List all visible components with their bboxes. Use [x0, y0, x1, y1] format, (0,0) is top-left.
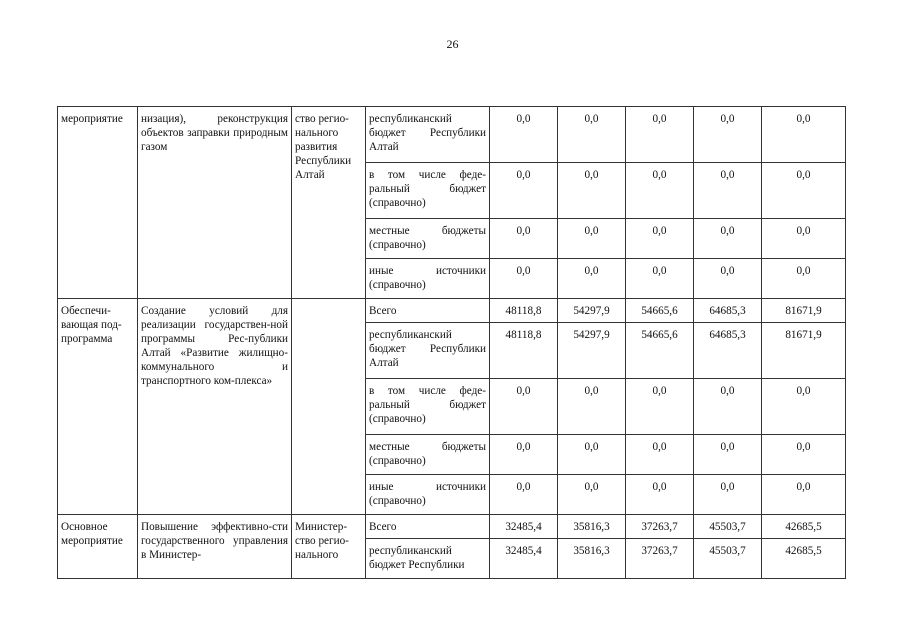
responsible-executor-cell: ство регио-нального развития Республики Алтай	[292, 107, 366, 299]
funding-source-cell: иные источники (справочно)	[366, 259, 490, 299]
funding-value-cell: 0,0	[626, 259, 694, 299]
funding-value-cell: 0,0	[490, 475, 558, 515]
funding-value-cell: 0,0	[558, 475, 626, 515]
funding-value-cell: 0,0	[626, 435, 694, 475]
funding-source-cell: Всего	[366, 299, 490, 323]
funding-value-cell: 32485,4	[490, 539, 558, 579]
table-row	[58, 299, 846, 323]
funding-value-cell: 0,0	[558, 379, 626, 435]
funding-value-cell: 48118,8	[490, 323, 558, 379]
responsible-executor-cell: Министер-ство регио-нального	[292, 515, 366, 579]
funding-value-cell: 42685,5	[762, 539, 846, 579]
funding-value-cell: 81671,9	[762, 299, 846, 323]
funding-value-cell: 0,0	[626, 475, 694, 515]
funding-value-cell: 0,0	[490, 163, 558, 219]
page-number: 26	[446, 37, 459, 51]
funding-value-cell: 81671,9	[762, 323, 846, 379]
activity-name-cell: низация), реконструкция объектов заправки природным газом	[138, 107, 292, 299]
activity-name-cell: Повышение эффективно-сти государственного управления в Министер-	[138, 515, 292, 579]
funding-value-cell: 0,0	[762, 163, 846, 219]
funding-source-cell: республиканский бюджет Республики Алтай	[366, 323, 490, 379]
funding-value-cell: 0,0	[762, 475, 846, 515]
funding-source-cell: республиканский бюджет Республики Алтай	[366, 107, 490, 163]
funding-value-cell: 35816,3	[558, 539, 626, 579]
funding-value-cell: 37263,7	[626, 515, 694, 539]
funding-value-cell: 42685,5	[762, 515, 846, 539]
funding-value-cell: 64685,3	[694, 299, 762, 323]
funding-value-cell: 0,0	[626, 219, 694, 259]
funding-value-cell: 32485,4	[490, 515, 558, 539]
funding-value-cell: 0,0	[762, 107, 846, 163]
funding-value-cell: 35816,3	[558, 515, 626, 539]
funding-value-cell: 0,0	[626, 163, 694, 219]
funding-source-cell: Всего	[366, 515, 490, 539]
funding-value-cell: 0,0	[762, 219, 846, 259]
table-row	[58, 515, 846, 539]
funding-value-cell: 64685,3	[694, 323, 762, 379]
activity-type-cell: Основное мероприятие	[58, 515, 138, 579]
funding-value-cell: 0,0	[762, 379, 846, 435]
activity-type-cell: мероприятие	[58, 107, 138, 299]
funding-value-cell: 0,0	[558, 107, 626, 163]
funding-source-cell: иные источники (справочно)	[366, 475, 490, 515]
funding-source-cell: республиканский бюджет Республики	[366, 539, 490, 579]
funding-value-cell: 54297,9	[558, 323, 626, 379]
funding-source-cell: в том числе феде-ральный бюджет (справочно)	[366, 163, 490, 219]
budget-table	[57, 106, 846, 579]
budget-table-body	[58, 107, 846, 579]
funding-source-cell: местные бюджеты (справочно)	[366, 435, 490, 475]
funding-value-cell: 0,0	[490, 435, 558, 475]
funding-value-cell: 0,0	[626, 379, 694, 435]
funding-value-cell: 0,0	[490, 107, 558, 163]
funding-value-cell: 54297,9	[558, 299, 626, 323]
funding-source-cell: местные бюджеты (справочно)	[366, 219, 490, 259]
funding-value-cell: 0,0	[694, 379, 762, 435]
funding-source-cell: в том числе феде-ральный бюджет (справочно)	[366, 379, 490, 435]
funding-value-cell: 54665,6	[626, 299, 694, 323]
funding-value-cell: 54665,6	[626, 323, 694, 379]
funding-value-cell: 45503,7	[694, 539, 762, 579]
funding-value-cell: 37263,7	[626, 539, 694, 579]
funding-value-cell: 0,0	[694, 435, 762, 475]
funding-value-cell: 0,0	[694, 219, 762, 259]
funding-value-cell: 0,0	[626, 107, 694, 163]
funding-value-cell: 0,0	[694, 259, 762, 299]
funding-value-cell: 0,0	[558, 219, 626, 259]
responsible-executor-cell	[292, 299, 366, 515]
funding-value-cell: 0,0	[490, 379, 558, 435]
funding-value-cell: 48118,8	[490, 299, 558, 323]
funding-value-cell: 0,0	[694, 163, 762, 219]
funding-value-cell: 0,0	[762, 435, 846, 475]
funding-value-cell: 0,0	[490, 219, 558, 259]
funding-value-cell: 0,0	[558, 163, 626, 219]
funding-value-cell: 0,0	[762, 259, 846, 299]
funding-value-cell: 0,0	[490, 259, 558, 299]
funding-value-cell: 0,0	[558, 435, 626, 475]
activity-name-cell: Создание условий для реализации государствен-ной программы Рес-публики Алтай «Развитие жилищно-коммунального и транспортного ком-плекса»	[138, 299, 292, 515]
table-row	[58, 107, 846, 163]
funding-value-cell: 0,0	[694, 107, 762, 163]
activity-type-cell: Обеспечи-вающая под-программа	[58, 299, 138, 515]
funding-value-cell: 0,0	[694, 475, 762, 515]
funding-value-cell: 45503,7	[694, 515, 762, 539]
funding-value-cell: 0,0	[558, 259, 626, 299]
